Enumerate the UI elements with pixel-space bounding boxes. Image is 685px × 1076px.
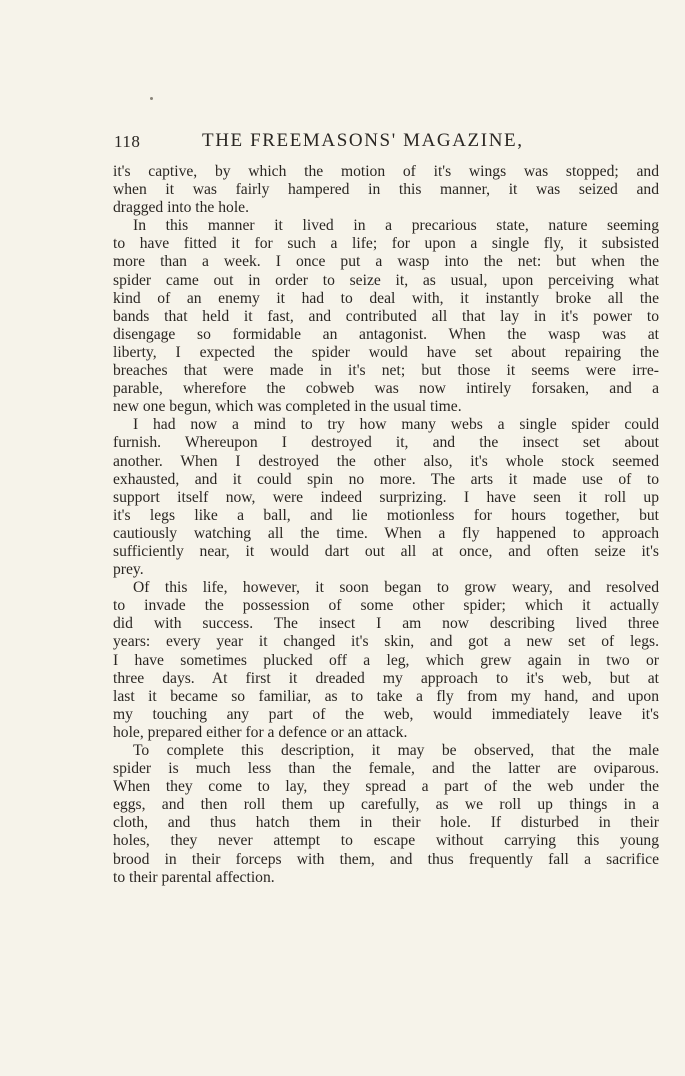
text-line: three days. At first it dreaded my approach to it's web, but at xyxy=(113,669,659,687)
text-line: more than a week. I once put a wasp into the net: but when the xyxy=(113,253,659,271)
text-line: when it was fairly hampered in this manner, it was seized and xyxy=(113,181,659,199)
text-line: When they come to lay, they spread a part of the web under the xyxy=(113,778,659,796)
text-line: it's captive, by which the motion of it's wings was stopped; and xyxy=(113,163,659,180)
text-line: parable, wherefore the cobweb was now intirely forsaken, and a xyxy=(113,380,659,398)
text-line: holes, they never attempt to escape without carrying this young xyxy=(113,832,659,850)
text-line: bands that held it fast, and contributed all that lay in it's power to xyxy=(113,307,659,325)
page-header xyxy=(112,130,660,156)
text-line: did with success. The insect I am now describing lived three xyxy=(113,615,659,633)
text-line: it's legs like a ball, and lie motionless for hours together, but xyxy=(113,506,659,524)
text-line: To complete this description, it may be observed, that the male xyxy=(133,742,659,759)
text-line: I had now a mind to try how many webs a single spider could xyxy=(133,416,659,434)
running-title: THE FREEMASONS' MAGAZINE, xyxy=(202,130,524,151)
text-line: support itself now, were indeed surprizing. I have seen it roll up xyxy=(113,488,659,506)
text-line: I have sometimes plucked off a leg, which grew again in two or xyxy=(113,651,659,669)
text-line: to have fitted it for such a life; for upon a single fly, it subsisted xyxy=(113,235,659,253)
text-line: cloth, and thus hatch them in their hole. If disturbed in their xyxy=(113,814,659,832)
ink-speck xyxy=(150,97,153,100)
text-line: spider is much less than the female, and the latter are oviparous. xyxy=(113,760,659,778)
text-line: exhausted, and it could spin no more. The arts it made use of to xyxy=(113,470,659,488)
text-line: last it became so familiar, as to take a fly from my hand, and upon xyxy=(113,687,659,705)
text-line: liberty, I expected the spider would have set about repairing the xyxy=(113,343,659,361)
text-line: dragged into the hole. xyxy=(113,199,249,217)
text-line: kind of an enemy it had to deal with, it instantly broke all the xyxy=(113,289,659,307)
page-number: 118 xyxy=(114,132,141,151)
text-line: to invade the possession of some other spider; which it actually xyxy=(113,597,659,615)
text-line: my touching any part of the web, would immediately leave it's xyxy=(113,705,659,723)
text-line: prey. xyxy=(113,561,144,579)
text-line: another. When I destroyed the other also, it's whole stock seemed xyxy=(113,452,659,470)
text-line: furnish. Whereupon I destroyed it, and the insect set about xyxy=(113,434,659,452)
text-line: brood in their forceps with them, and thus frequently fall a sacrifice xyxy=(113,850,659,868)
text-line: breaches that were made in it's net; but those it seems were irre- xyxy=(113,362,659,380)
text-line: spider came out in order to seize it, as usual, upon perceiving what xyxy=(113,271,659,289)
text-line: to their parental affection. xyxy=(113,868,275,886)
text-line: eggs, and then roll them up carefully, as we roll up things in a xyxy=(113,796,659,814)
body-text xyxy=(113,163,659,887)
text-line: disengage so formidable an antagonist. When the wasp was at xyxy=(113,325,659,343)
text-line: hole, prepared either for a defence or an attack. xyxy=(113,723,408,741)
text-line: years: every year it changed it's skin, and got a new set of legs. xyxy=(113,633,659,651)
text-line: sufficiently near, it would dart out all at once, and often seize it's xyxy=(113,542,659,560)
text-line: new one begun, which was completed in the usual time. xyxy=(113,398,462,416)
text-line: cautiously watching all the time. When a fly happened to approach xyxy=(113,524,659,542)
text-line: In this manner it lived in a precarious state, nature seeming xyxy=(133,217,659,235)
text-line: Of this life, however, it soon began to grow weary, and resolved xyxy=(133,579,659,597)
